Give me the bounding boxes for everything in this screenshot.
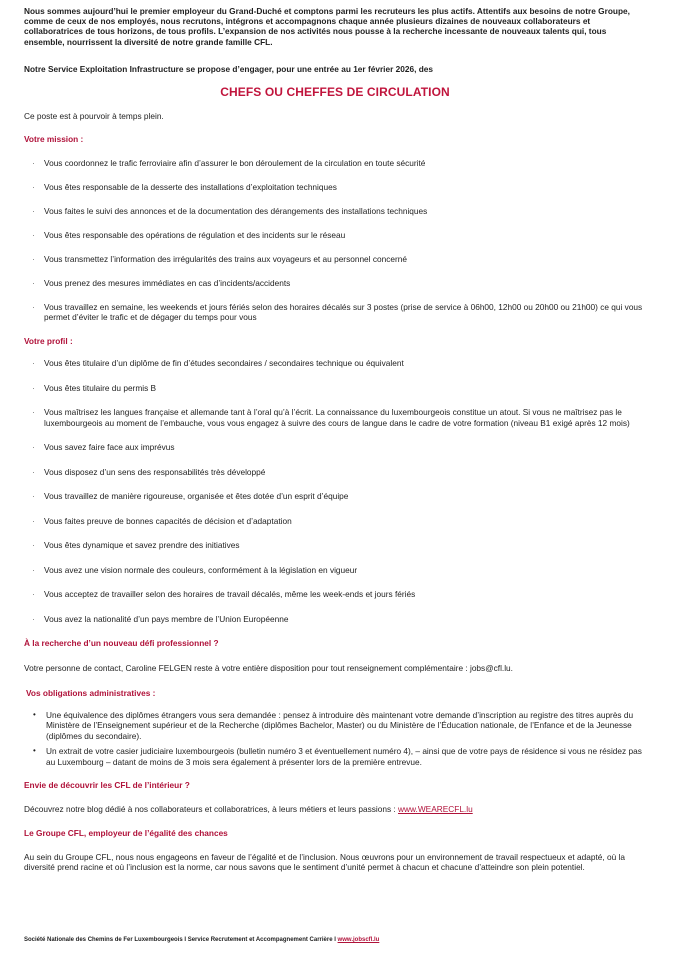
profil-heading: Votre profil : [24, 335, 73, 346]
list-item: · Vous coordonnez le trafic ferroviaire afin d’assurer le bon déroulement de la circulation en toute sécurité [24, 158, 646, 169]
intro-paragraph: Nous sommes aujourd’hui le premier employeur du Grand-Duché et comptons parmi les recruteurs les plus actifs. Attentifs aux besoins de notre Groupe, comme de ceux de nos employés, nous recrutons, intégrons et accompagnons chaque année plusieurs dizaines de nouveaux collaborateurs et collaboratrices de tous horizons, de tous profils. L’expansion de nos activités nous pousse à la recherche incessante de nouveaux talents qui, tous ensemble, nourrissent la diversité de notre grande famille CFL. [24, 6, 630, 47]
defi-heading: À la recherche d’un nouveau défi professionnel ? [24, 638, 219, 649]
blog-heading: Envie de découvrir les CFL de l’intérieur ? [24, 780, 190, 791]
mission-heading: Votre mission : [24, 134, 84, 145]
list-item: • Une équivalence des diplômes étrangers vous sera demandée : pensez à introduire dès maintenant votre demande d’inscription au registre des titres auprès du Ministère de l’Enseignement supérieur et de la Recherche (diplômes Bachelor, Master) ou du Ministère de l’Éducation nationale, de l’Enfance et de la Jeunesse (diplômes du secondaire). [24, 710, 646, 742]
blog-text [24, 804, 646, 815]
profil-list [24, 358, 646, 624]
list-item: · Vous êtes responsable de la desserte des installations d’exploitation techniques [24, 182, 646, 193]
list-item: · Vous transmettez l’information des irrégularités des trains aux voyageurs et au personnel concerné [24, 254, 646, 265]
jobscfl-link[interactable]: www.jobscfl.lu [337, 937, 380, 943]
engagement-line: Notre Service Exploitation Infrastructure se propose d’engager, pour une entrée au 1er février 2026, des [24, 63, 433, 74]
list-item: · Vous disposez d’un sens des responsabilités très développé [24, 467, 646, 478]
contact-text: Votre personne de contact, Caroline FELGEN reste à votre entière disposition pour tout renseignement complémentaire : jobs@cfl.lu. [24, 662, 513, 673]
obligations-list [24, 710, 646, 768]
list-item: • Un extrait de votre casier judiciaire luxembourgeois (bulletin numéro 3 et éventuellement numéro 4), – ainsi que de votre pays de résidence si vous ne résidez pas au Luxembourg – datant de moins de 3 mois sera également à présenter lors de la première entrevue. [24, 746, 646, 767]
list-item: · Vous maîtrisez les langues française et allemande tant à l’oral qu’à l’écrit. La connaissance du luxembourgeois constitue un atout. Si vous ne maîtrisez pas le luxembourgeois au moment de l’embauche, vous vous engagez à suivre des cours de langue dans le cadre de votre formation (niveau B1 exigé après 12 mois) [24, 407, 646, 428]
list-item: · Vous savez faire face aux imprévus [24, 442, 646, 453]
list-item: · Vous êtes responsable des opérations de régulation et des incidents sur le réseau [24, 230, 646, 241]
blog-text-body: Découvrez notre blog dédié à nos collaborateurs et collaboratrices, à leurs métiers et leurs passions : [24, 803, 399, 814]
egalite-heading: Le Groupe CFL, employeur de l’égalité des chances [24, 828, 228, 839]
obligations-heading: Vos obligations administratives : [26, 688, 156, 699]
footer [24, 936, 379, 944]
job-title: CHEFS OU CHEFFES DE CIRCULATION [220, 85, 450, 100]
fulltime-note: Ce poste est à pourvoir à temps plein. [24, 110, 164, 121]
list-item: · Vous êtes titulaire du permis B [24, 383, 646, 394]
list-item: · Vous prenez des mesures immédiates en cas d’incidents/accidents [24, 278, 646, 289]
list-item: · Vous travaillez en semaine, les weekends et jours fériés selon des horaires décalés sur 3 postes (prise de service à 06h00, 12h00 ou 20h00 ou 21h00) ce qui vous permet d’éviter le trafic et de dégager du temps pour vous [24, 302, 646, 323]
list-item: · Vous avez la nationalité d’un pays membre de l’Union Européenne [24, 614, 646, 625]
list-item: · Vous acceptez de travailler selon des horaires de travail décalés, même les week-ends et jours fériés [24, 589, 646, 600]
list-item: · Vous faites le suivi des annonces et de la documentation des dérangements des installations techniques [24, 206, 646, 217]
mission-list [24, 158, 646, 323]
list-item: · Vous faites preuve de bonnes capacités de décision et d’adaptation [24, 516, 646, 527]
wearecfl-link[interactable]: www.WEARECFL.lu [398, 803, 473, 814]
job-posting [24, 6, 646, 873]
list-item: · Vous avez une vision normale des couleurs, conformément à la législation en vigueur [24, 565, 646, 576]
footer-text: Société Nationale des Chemins de Fer Luxembourgeois I Service Recrutement et Accompagnement Carrière I [24, 937, 338, 943]
list-item: · Vous êtes dynamique et savez prendre des initiatives [24, 540, 646, 551]
list-item: · Vous êtes titulaire d’un diplôme de fin d’études secondaires / secondaires technique ou équivalent [24, 358, 646, 369]
list-item: · Vous travaillez de manière rigoureuse, organisée et êtes dotée d’un esprit d’équipe [24, 491, 646, 502]
egalite-text: Au sein du Groupe CFL, nous nous engageons en faveur de l’égalité et de l’inclusion. Nous œuvrons pour un environnement de travail respectueux et adapté, où la diversité prend racine et où l’inclusion est la norme, car nous savons que le sentiment d’unité permet à chacun et chacune d’atteindre son plein potentiel. [24, 851, 625, 873]
